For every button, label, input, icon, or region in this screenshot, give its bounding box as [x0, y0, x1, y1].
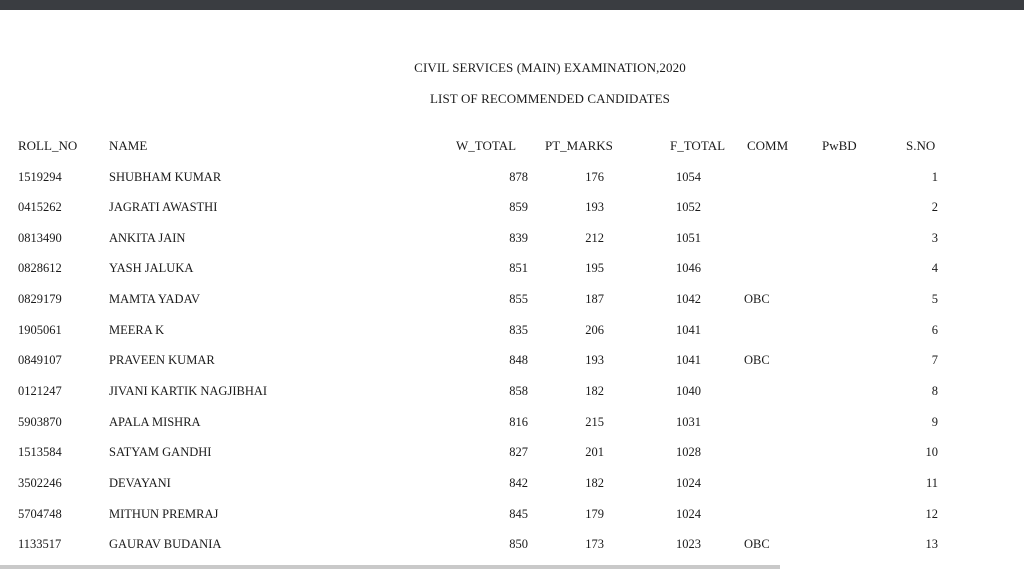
cell-f-total: 1051 — [676, 231, 701, 245]
list-subtitle: LIST OF RECOMMENDED CANDIDATES — [429, 91, 671, 106]
cell-sno: 1 — [931, 170, 938, 184]
cell-name: MAMTA YADAV — [109, 292, 201, 306]
cell-name: SHUBHAM KUMAR — [109, 170, 222, 184]
cell-sno: 11 — [925, 476, 938, 490]
cell-w-total: 878 — [509, 170, 528, 184]
cell-roll-no: 3502246 — [18, 476, 62, 490]
cell-pt-marks: 179 — [585, 507, 604, 521]
cell-name: JIVANI KARTIK NAGJIBHAI — [109, 384, 268, 398]
cell-sno: 13 — [925, 537, 938, 551]
header-w-total: W_TOTAL — [456, 138, 517, 153]
cell-sno: 5 — [931, 292, 938, 306]
cell-w-total: 845 — [509, 507, 528, 521]
header-roll-no: ROLL_NO — [18, 138, 78, 153]
cell-w-total: 851 — [509, 261, 528, 275]
header-sno: S.NO — [906, 138, 936, 153]
cell-w-total: 842 — [509, 476, 528, 490]
header-pwbd: PwBD — [822, 138, 857, 153]
cell-name: APALA MISHRA — [109, 415, 201, 429]
header-pt-marks: PT_MARKS — [545, 138, 613, 153]
cell-f-total: 1040 — [676, 384, 701, 398]
cell-roll-no: 0849107 — [18, 353, 62, 367]
cell-sno: 7 — [931, 353, 938, 367]
cell-w-total: 839 — [509, 231, 528, 245]
cell-sno: 4 — [931, 261, 938, 275]
cell-f-total: 1041 — [676, 323, 701, 337]
cell-pt-marks: 182 — [585, 384, 604, 398]
header-f-total: F_TOTAL — [670, 138, 726, 153]
cell-f-total: 1046 — [676, 261, 701, 275]
cell-sno: 2 — [931, 200, 938, 214]
cell-pt-marks: 201 — [585, 445, 604, 459]
cell-w-total: 855 — [509, 292, 528, 306]
cell-w-total: 859 — [509, 200, 528, 214]
cell-sno: 9 — [931, 415, 938, 429]
cell-sno: 10 — [925, 445, 938, 459]
cell-pt-marks: 212 — [585, 231, 604, 245]
exam-title: CIVIL SERVICES (MAIN) EXAMINATION,2020 — [414, 60, 686, 75]
cell-f-total: 1023 — [676, 537, 701, 551]
cell-f-total: 1031 — [676, 415, 701, 429]
cell-name: YASH JALUKA — [109, 261, 194, 275]
cell-name: MITHUN PREMRAJ — [109, 507, 219, 521]
cell-roll-no: 0829179 — [18, 292, 62, 306]
cell-w-total: 835 — [509, 323, 528, 337]
cell-comm: OBC — [744, 292, 770, 306]
cell-name: PRAVEEN KUMAR — [109, 353, 215, 367]
cell-sno: 12 — [925, 507, 938, 521]
cell-roll-no: 5704748 — [18, 507, 62, 521]
cell-name: SATYAM GANDHI — [109, 445, 212, 459]
cell-pt-marks: 182 — [585, 476, 604, 490]
cell-name: MEERA K — [109, 323, 165, 337]
viewer-top-bar — [0, 0, 1024, 10]
cell-pt-marks: 193 — [585, 353, 604, 367]
cell-comm: OBC — [744, 537, 770, 551]
cell-pt-marks: 173 — [585, 537, 604, 551]
cell-f-total: 1052 — [676, 200, 701, 214]
cell-f-total: 1028 — [676, 445, 701, 459]
cell-sno: 8 — [931, 384, 938, 398]
cell-roll-no: 0813490 — [18, 231, 62, 245]
cell-comm: OBC — [744, 353, 770, 367]
cell-roll-no: 5903870 — [18, 415, 62, 429]
cell-pt-marks: 195 — [585, 261, 604, 275]
header-name: NAME — [109, 138, 148, 153]
cell-pt-marks: 206 — [585, 323, 604, 337]
cell-sno: 6 — [931, 323, 938, 337]
cell-w-total: 816 — [509, 415, 528, 429]
cell-roll-no: 1133517 — [18, 537, 62, 551]
cell-w-total: 858 — [509, 384, 528, 398]
cell-w-total: 850 — [509, 537, 528, 551]
cell-f-total: 1042 — [676, 292, 701, 306]
cell-pt-marks: 187 — [585, 292, 604, 306]
cell-pt-marks: 176 — [585, 170, 604, 184]
cell-roll-no: 1905061 — [18, 323, 62, 337]
cell-name: JAGRATI AWASTHI — [109, 200, 218, 214]
cell-f-total: 1024 — [676, 507, 701, 521]
cell-roll-no: 1519294 — [18, 170, 62, 184]
cell-w-total: 827 — [509, 445, 528, 459]
cell-name: ANKITA JAIN — [109, 231, 186, 245]
cell-f-total: 1054 — [676, 170, 701, 184]
cell-roll-no: 1513584 — [18, 445, 62, 459]
cell-w-total: 848 — [509, 353, 528, 367]
cell-roll-no: 0415262 — [18, 200, 62, 214]
cell-pt-marks: 215 — [585, 415, 604, 429]
cell-f-total: 1024 — [676, 476, 701, 490]
header-comm: COMM — [747, 138, 789, 153]
cell-name: DEVAYANI — [109, 476, 171, 490]
cell-name: GAURAV BUDANIA — [109, 537, 222, 551]
cell-sno: 3 — [931, 231, 938, 245]
cell-pt-marks: 193 — [585, 200, 604, 214]
cell-f-total: 1041 — [676, 353, 701, 367]
horizontal-scrollbar[interactable] — [0, 565, 780, 569]
cell-roll-no: 0828612 — [18, 261, 62, 275]
cell-roll-no: 0121247 — [18, 384, 62, 398]
